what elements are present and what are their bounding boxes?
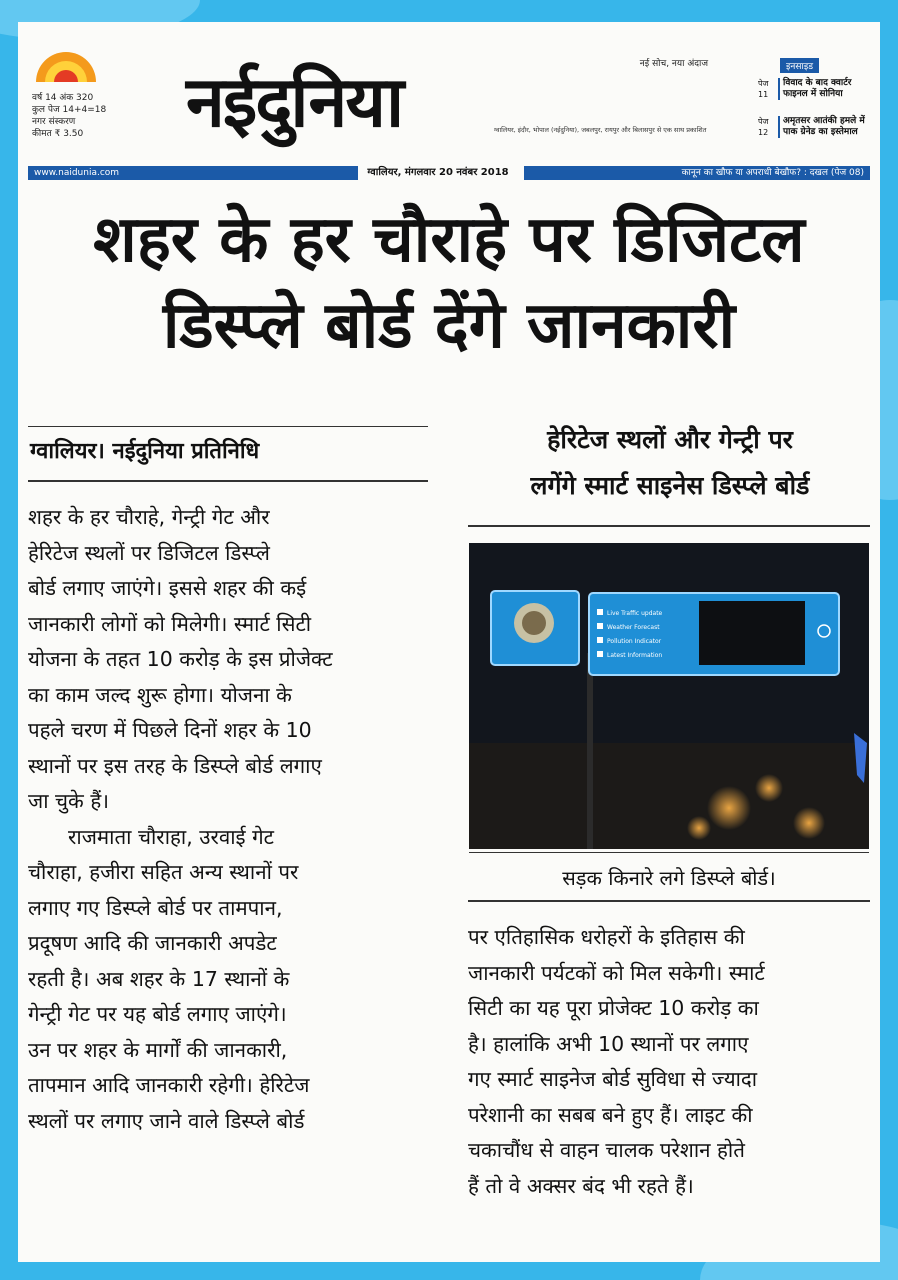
page-count: कुल पेज 14+4=18 [32,105,107,115]
body-line: जानकारी लोगों को मिलेगी। स्मार्ट सिटी [28,611,312,636]
price: कीमत ₹ 3.50 [32,129,84,139]
body-line: राजमाता चौराहा, उरवाई गेट [68,824,275,849]
page-number: 12 [758,128,769,137]
body-line: उन पर शहर के मार्गों की जानकारी, [28,1037,288,1062]
body-line: जा चुके हैं। [28,789,109,813]
page-label: पेज [758,117,769,126]
body-line: पर एतिहासिक धरोहरों के इतिहास की [468,925,745,949]
body-line: पहले चरण में पिछले दिनों शहर के 10 [28,718,312,742]
body-line: जानकारी पर्यटकों को मिल सकेगी। स्मार्ट [468,960,765,985]
right-column [468,920,872,1204]
dateline: ग्वालियर, मंगलवार 20 नवंबर 2018 [367,167,509,178]
body-line: हैं तो वे अक्सर बंद भी रहते हैं। [468,1173,694,1198]
sun-logo-icon [36,52,96,82]
body-line: योजना के तहत 10 करोड़ के इस प्रोजेक्ट [28,647,333,671]
body-line: परेशानी का सबब बने हुए हैं। लाइट की [468,1102,753,1127]
headline-line-1: शहर के हर चौराहे पर डिजिटल [93,203,805,277]
website-band [28,166,358,180]
board-item-text: Live Traffic update [607,610,663,617]
volume: वर्ष 14 अंक 320 [32,93,94,103]
masthead-logo: नईदुनिया [186,61,403,143]
body-line: प्रदूषण आदि की जानकारी अपडेट [28,931,277,955]
subhead-line-2: लगेंगे स्मार्ट साइनेस डिस्प्ले बोर्ड [530,471,810,500]
body-line: का काम जल्द शुरू होगा। योजना के [28,682,292,707]
byline: ग्वालियर। नईदुनिया प्रतिनिधि [30,439,260,464]
editions-line: ग्वालियर, इंदौर, भोपाल (नईदुनिया), जबलपुर, रायपुर और बिलासपुर से एक साथ प्रकाशित [494,126,707,134]
body-line: गेन्ट्री गेट पर यह बोर्ड लगाए जाएंगे। [28,1002,287,1026]
body-line: लगाए गए डिस्प्ले बोर्ड पर तामपान, [28,895,283,920]
article-photo [469,543,869,849]
page-number: 11 [758,90,769,99]
left-column [28,500,432,1139]
divider [468,900,870,902]
newspaper-page [18,22,880,1262]
body-line: स्थलों पर लगाए जाने वाले डिस्प्ले बोर्ड [28,1108,305,1133]
edition-type: नगर संस्करण [32,117,76,127]
body-line: चकाचौंध से वाहन चालक परेशान होते [468,1138,745,1162]
body-line: स्थानों पर इस तरह के डिस्प्ले बोर्ड लगाए [28,753,322,778]
body-line: चौराहा, हजीरा सहित अन्य स्थानों पर [28,860,299,884]
inside-item-text: अमृतसर आतंकी हमले में पाक ग्रेनेड का इस्तेमाल [778,116,877,138]
divider [28,480,428,482]
divider [468,525,870,527]
board-item-text: Pollution Indicator [607,638,662,645]
teaser-text[interactable]: कानून का खौफ या अपराधी बेखौफ? : दखल (पेज 08) [681,168,864,178]
photo-caption: सड़क किनारे लगे डिस्प्ले बोर्ड। [562,866,776,890]
body-line: बोर्ड लगाए जाएंगे। इससे शहर की कई [28,576,307,600]
headline-line-2: डिस्प्ले बोर्ड देंगे जानकारी [162,289,736,363]
inside-item-text: विवाद के बाद क्वार्टर फाइनल में सोनिया [778,78,877,100]
body-line: हेरिटेज स्थलों पर डिजिटल डिस्प्ले [28,540,270,565]
body-line: गए स्मार्ट साइनेज बोर्ड सुविधा से ज्यादा [468,1067,758,1091]
photo-illustration [469,543,869,849]
board-item-text: Latest Information [607,652,663,659]
board-item-text: Weather Forecast [607,624,660,631]
tagline: नई सोच, नया अंदाज [639,59,708,69]
issue-meta [32,92,142,140]
divider [28,426,428,427]
body-line: तापमान आदि जानकारी रहेगी। हेरिटेज [28,1073,310,1097]
inside-label: इनसाइड [780,58,819,73]
page-label: पेज [758,79,769,88]
body-line: शहर के हर चौराहे, गेन्ट्री गेट और [28,505,270,529]
inside-item[interactable] [758,78,878,100]
divider [469,852,869,853]
body-line: सिटी का यह पूरा प्रोजेक्ट 10 करोड़ का [468,996,759,1020]
website-link[interactable]: www.naidunia.com [34,168,120,178]
body-line: है। हालांकि अभी 10 स्थानों पर लगाए [468,1031,749,1056]
body-line: रहती है। अब शहर के 17 स्थानों के [28,966,290,991]
teaser-band [524,166,870,180]
inside-item[interactable] [758,116,878,138]
subhead-line-1: हेरिटेज स्थलों और गेन्ट्री पर [547,425,793,454]
